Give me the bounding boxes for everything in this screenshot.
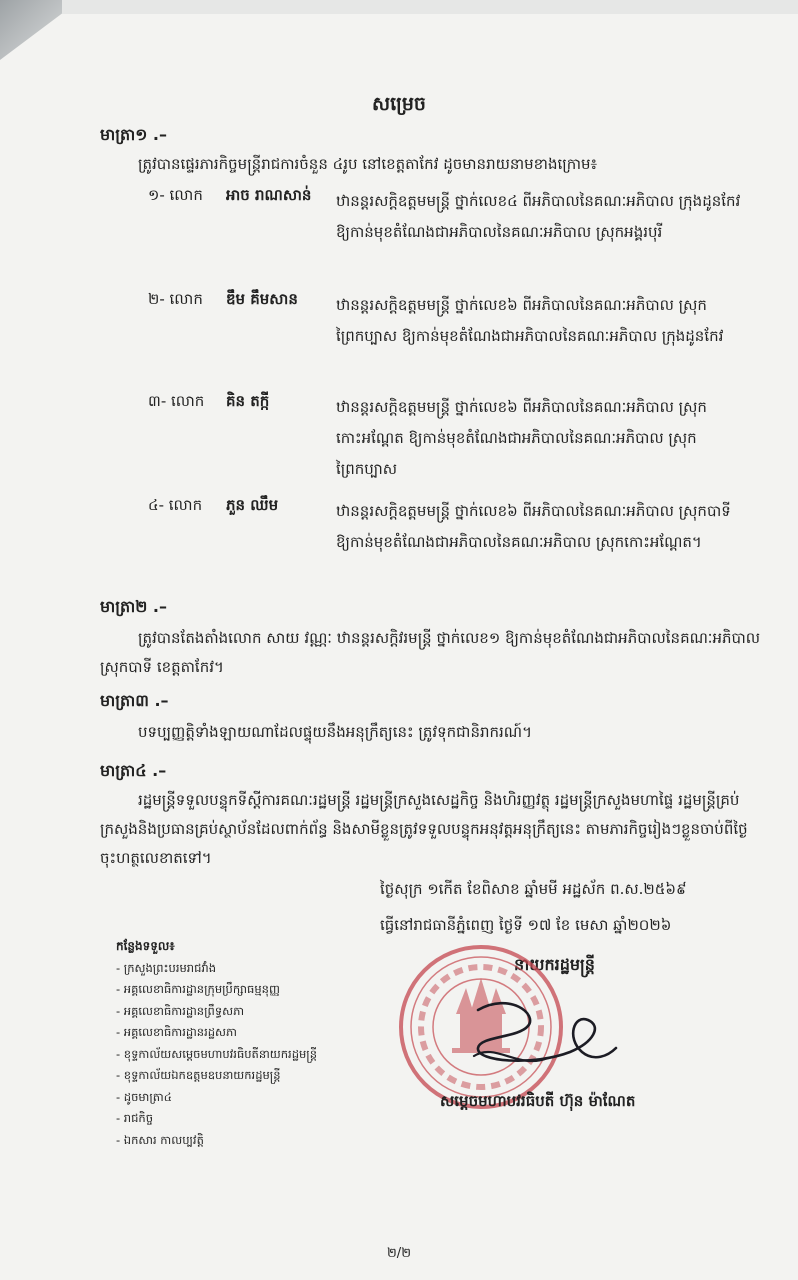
article-1-intro: ត្រូវបានផ្ទេរភារកិច្ចមន្ត្រីរាជការចំនួន ៤រូប នៅខេត្តតាកែវ ដូចមានរាយនាមខាងក្រោម៖	[138, 155, 598, 173]
place-date: ធ្វើនៅរាជធានីភ្នំពេញ ថ្ងៃទី ១៧ ខែ មេសា ឆ្នាំ២០២៦	[380, 916, 672, 934]
signer-role: នាយករដ្ឋមន្ត្រី	[514, 955, 595, 974]
appointee-name: គិន តក្កី	[226, 392, 270, 410]
recipient-item: - អគ្គលេខាធិការដ្ឋានក្រុមប្រឹក្សាធម្មនុញ្ញ	[116, 982, 280, 996]
article-3-text: បទប្បញ្ញត្តិទាំងឡាយណាដែលផ្ទុយនឹងអនុក្រឹត្យនេះ ត្រូវទុកជានិរាករណ៍។	[138, 723, 532, 741]
lunar-date: ថ្ងៃសុក្រ ១កើត ខែពិសាខ ឆ្នាំមមី អដ្ឋស័ក ព.ស.២៥៦៩	[380, 880, 687, 898]
recipients-heading: កន្លែងទទួល៖	[116, 939, 175, 953]
recipient-item: - អគ្គលេខាធិការដ្ឋានរដ្ឋសភា	[116, 1025, 237, 1039]
article-1-heading: មាត្រា១ .–	[100, 125, 167, 144]
article-4-text: រដ្ឋមន្ត្រីទទួលបន្ទុកទីស្តីការគណៈរដ្ឋមន្ត្រី រដ្ឋមន្ត្រីក្រសួងសេដ្ឋកិច្ច និងហិរញ្ញវត្ថុ រដ្ឋមន្ត្រីក្រសួងមហាផ្ទៃ រដ្ឋមន្ត្រីគ្រប់ក្រសួងនិងប្រធានគ្រប់ស្ថាប័នដែលពាក់ព័ន្ធ និងសាមីខ្លួនត្រូវទទួលបន្ទុកអនុវត្តអនុក្រឹត្យនេះ តាមភារកិច្ចរៀងៗខ្លួនចាប់ពីថ្ងៃចុះហត្ថលេខាតទៅ។	[100, 791, 748, 867]
recipient-item: - ឯកសារ កាលប្បវត្តិ	[116, 1132, 204, 1147]
top-paper-edge	[62, 0, 798, 14]
recipient-item: - រាជកិច្ច	[116, 1111, 154, 1125]
appointee-description: ឋានន្តរសក្តិឧត្តមមន្ត្រី ថ្នាក់លេខ៦ ពីអភិបាលនៃគណៈអភិបាល ស្រុកបាទី ឱ្យកាន់មុខតំណែងជាអភិបាលនៃគណៈអភិបាល ស្រុកកោះអណ្តែត។	[336, 502, 731, 551]
recipient-item: - អគ្គលេខាធិការដ្ឋានព្រឹទ្ធសភា	[116, 1003, 245, 1018]
article-2-heading: មាត្រា២ .–	[100, 597, 167, 616]
decision-title: សម្រេច	[372, 93, 426, 115]
recipient-item: - ក្រសួងព្រះបរមរាជវាំង	[116, 960, 217, 975]
page-number: ២/២	[386, 1246, 412, 1261]
signer-name: សម្តេចមហាបវរធិបតី ហ៊ុន ម៉ាណែត	[440, 1092, 636, 1110]
recipients-list	[116, 936, 317, 1151]
article-3-heading: មាត្រា៣ .–	[100, 691, 169, 710]
item-number: ៤- លោក	[148, 496, 203, 514]
appointee-name: ភួន ឈឹម	[226, 496, 279, 514]
recipient-item: - ខុទ្ទកាល័យសម្តេចមហាបវរធិបតីនាយករដ្ឋមន្ត្រី	[116, 1046, 318, 1061]
appointee-description: ឋានន្តរសក្តិឧត្តមមន្ត្រី ថ្នាក់លេខ៤ ពីអភិបាលនៃគណៈអភិបាល ក្រុងដូនកែវ ឱ្យកាន់មុខតំណែងជាអភិបាលនៃគណៈអភិបាល ស្រុកអង្គរបុរី	[336, 192, 741, 241]
appointee-name: អាច រាណសាន់	[226, 186, 312, 204]
item-number: ១- លោក	[148, 186, 203, 204]
appointee-item-2	[148, 290, 748, 380]
article-4-heading: មាត្រា៤ .–	[100, 761, 167, 780]
appointee-name: ឌឹម គឹមសាន	[226, 290, 298, 308]
recipient-item: - ដូចមាត្រា៤	[116, 1089, 172, 1104]
item-number: ២- លោក	[148, 290, 203, 308]
appointee-item-1	[148, 186, 748, 276]
handwritten-signature	[470, 996, 620, 1080]
appointee-item-3	[148, 392, 748, 482]
recipient-item: - ខុទ្ទកាល័យឯកឧត្តមឧបនាយករដ្ឋមន្ត្រី	[116, 1068, 281, 1082]
appointee-description: ឋានន្តរសក្តិឧត្តមមន្ត្រី ថ្នាក់លេខ៦ ពីអភិបាលនៃគណៈអភិបាល ស្រុកព្រៃកប្បាស ឱ្យកាន់មុខតំណែងជាអភិបាលនៃគណៈអភិបាល ក្រុងដូនកែវ	[336, 296, 724, 345]
article-2-text: ត្រូវបានតែងតាំងលោក សាយ វណ្ណៈ ឋានន្តរសក្តិវរមន្ត្រី ថ្នាក់លេខ១ ឱ្យកាន់មុខតំណែងជាអភិបាលនៃគណៈអភិបាលស្រុកបាទី ខេត្តតាកែវ។	[100, 629, 761, 676]
item-number: ៣- លោក	[148, 392, 205, 410]
appointee-item-4	[148, 496, 748, 586]
appointee-description: ឋានន្តរសក្តិឧត្តមមន្ត្រី ថ្នាក់លេខ៦ ពីអភិបាលនៃគណៈអភិបាល ស្រុកកោះអណ្តែត ឱ្យកាន់មុខតំណែងជាអភិបាលនៃគណៈអភិបាល ស្រុកព្រៃកប្បាស	[336, 398, 707, 478]
